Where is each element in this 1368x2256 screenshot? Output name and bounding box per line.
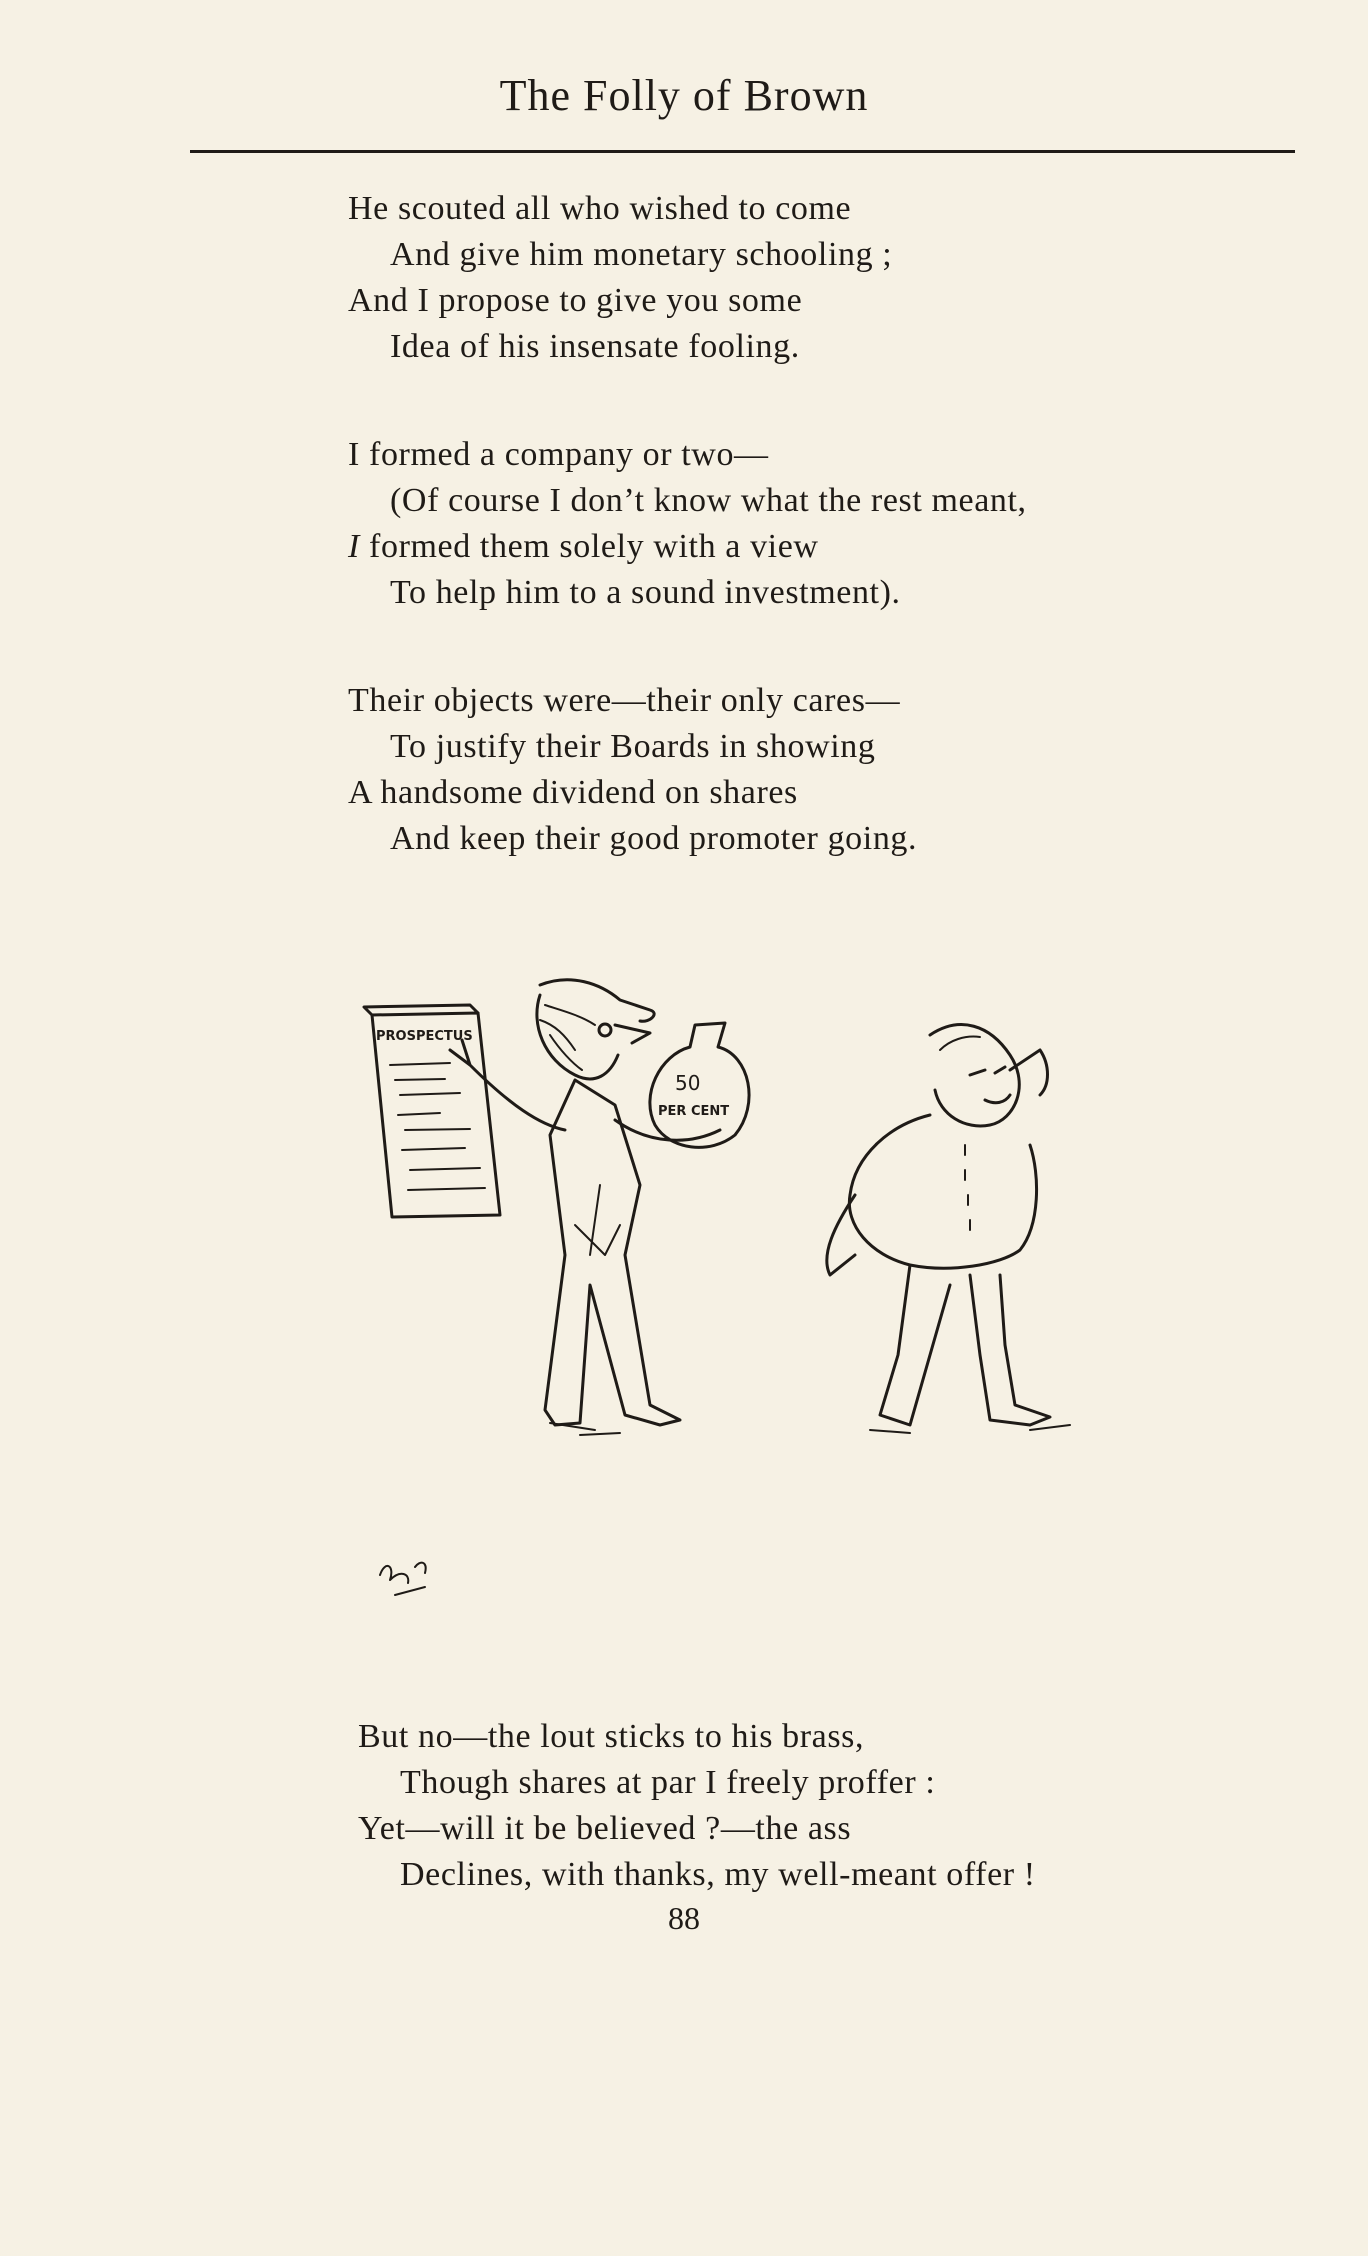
cartoon-drawing (350, 955, 1150, 1635)
verse-line: Though shares at par I freely proffer : (400, 1764, 936, 1801)
money-bag (650, 1023, 749, 1147)
verse-line: A handsome dividend on shares (348, 774, 798, 811)
cartoon-illustration (350, 955, 1150, 1635)
stanza-2 (348, 432, 1027, 616)
verse-line: Declines, with thanks, my well-meant offer ! (400, 1856, 1036, 1893)
verse-line: And I propose to give you some (348, 282, 803, 319)
artist-signature (380, 1563, 426, 1595)
verse-line: (Of course I don’t know what the rest meant, (390, 482, 1027, 519)
stanza-1 (348, 186, 892, 370)
verse-line: He scouted all who wished to come (348, 190, 852, 227)
bag-label-top: 50 (675, 1071, 701, 1095)
verse-line: But no—the lout sticks to his brass, (358, 1718, 865, 1755)
stanza-3 (348, 678, 917, 862)
verse-line: Their objects were—their only cares— (348, 682, 901, 719)
brown-figure (827, 1025, 1070, 1433)
verse-line: To help him to a sound investment). (390, 574, 901, 611)
verse-line: Idea of his insensate fooling. (390, 328, 800, 365)
promoter-figure (450, 980, 720, 1435)
verse-line: And keep their good promoter going. (390, 820, 918, 857)
verse-line: Yet—will it be believed ?—the ass (358, 1810, 852, 1847)
running-head: The Folly of Brown (499, 71, 869, 120)
verse-line (348, 524, 1027, 570)
bag-label-bottom: PER CENT (658, 1104, 730, 1119)
verse-line: To justify their Boards in showing (390, 728, 876, 765)
verse-line: I formed a company or two— (348, 436, 769, 473)
verse-line: And give him monetary schooling ; (390, 236, 893, 273)
page-number: 88 (668, 1900, 700, 1936)
verse-line-text: formed them solely with a view (369, 528, 819, 565)
header-rule (190, 150, 1295, 153)
prospectus-label: PROSPECTUS (376, 1029, 473, 1044)
italic-word: I (348, 528, 360, 565)
prospectus-document (364, 1005, 500, 1217)
stanza-4 (358, 1714, 1036, 1898)
